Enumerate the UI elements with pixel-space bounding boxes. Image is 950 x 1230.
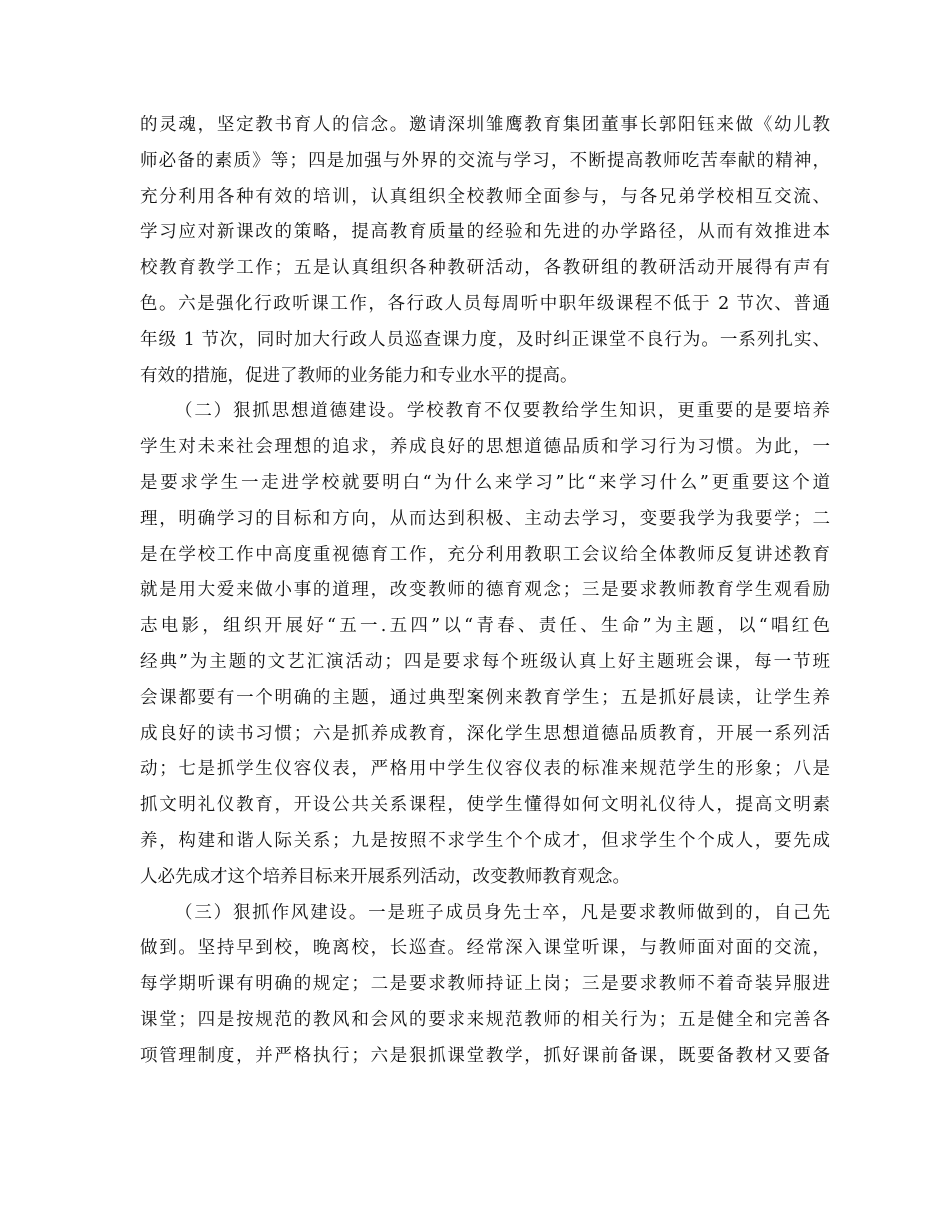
- text-line: 志电影，组织开展好“五一.五四”以“青春、责任、生命”为主题，以“唱红色: [140, 616, 830, 637]
- text-line: 项管理制度，并严格执行；六是狠抓课堂教学，抓好课前备课，既要备教材又要备: [140, 1045, 830, 1066]
- text-line: 会课都要有一个明确的主题，通过典型案例来教育学生；五是抓好晨读，让学生养: [140, 687, 830, 708]
- text-line: 是要求学生一走进学校就要明白“为什么来学习”比“来学习什么”更重要这个道: [140, 472, 830, 493]
- body-text: [140, 108, 830, 1075]
- text-line: 做到。坚持早到校，晚离校，长巡查。经常深入课堂听课，与教师面对面的交流，: [140, 938, 830, 959]
- text-line: 抓文明礼仪教育，开设公共关系课程，使学生懂得如何文明礼仪待人，提高文明素: [140, 795, 830, 816]
- text-line: 师必备的素质》等；四是加强与外界的交流与学习，不断提高教师吃苦奉献的精神，: [140, 150, 830, 171]
- text-line: 的灵魂，坚定教书育人的信念。邀请深圳雏鹰教育集团董事长郭阳钰来做《幼儿教: [140, 115, 830, 135]
- paragraph-first-line: （三）狠抓作风建设。一是班子成员身先士卒，凡是要求教师做到的，自己先: [175, 902, 830, 923]
- paragraph-first-line: （二）狠抓思想道德建设。学校教育不仅要教给学生知识，更重要的是要培养: [175, 401, 830, 422]
- text-line: 色。六是强化行政听课工作，各行政人员每周听中职年级课程不低于 2 节次、普通: [140, 293, 830, 314]
- text-line: 学生对未来社会理想的追求，养成良好的思想道德品质和学习行为习惯。为此，一: [140, 437, 830, 458]
- text-line: 学习应对新课改的策略，提高教育质量的经验和先进的办学路径，从而有效推进本: [140, 222, 830, 243]
- text-line: 每学期听课有明确的规定；二是要求教师持证上岗；三是要求教师不着奇装异服进: [140, 974, 830, 995]
- text-line: 成良好的读书习惯；六是抓养成教育，深化学生思想道德品质教育，开展一系列活: [140, 723, 830, 744]
- text-line: 经典”为主题的文艺汇演活动；四是要求每个班级认真上好主题班会课，每一节班: [140, 651, 830, 672]
- text-line: 养，构建和谐人际关系；九是按照不求学生个个成才，但求学生个个成人，要先成: [140, 830, 830, 851]
- text-line: 理，明确学习的目标和方向，从而达到积极、主动去学习，变要我学为我要学；二: [140, 508, 830, 529]
- text-line: 人必先成才这个培养目标来开展系列活动，改变教师教育观念。: [140, 866, 630, 887]
- text-line: 校教育教学工作；五是认真组织各种教研活动，各教研组的教研活动开展得有声有: [140, 258, 830, 279]
- text-line: 是在学校工作中高度重视德育工作，充分利用教职工会议给全体教师反复讲述教育: [140, 544, 830, 565]
- text-line: 动；七是抓学生仪容仪表，严格用中学生仪容仪表的标准来规范学生的形象；八是: [140, 759, 830, 780]
- text-line: 有效的措施，促进了教师的业务能力和专业水平的提高。: [140, 365, 578, 386]
- text-line: 年级 1 节次，同时加大行政人员巡查课力度，及时纠正课堂不良行为。一系列扎实、: [140, 329, 830, 350]
- text-line: 课堂；四是按规范的教风和会风的要求来规范教师的相关行为；五是健全和完善各: [140, 1009, 830, 1030]
- text-line: 就是用大爱来做小事的道理，改变教师的德育观念；三是要求教师教育学生观看励: [140, 580, 830, 601]
- text-line: 充分利用各种有效的培训，认真组织全校教师全面参与，与各兄弟学校相互交流、: [140, 186, 830, 207]
